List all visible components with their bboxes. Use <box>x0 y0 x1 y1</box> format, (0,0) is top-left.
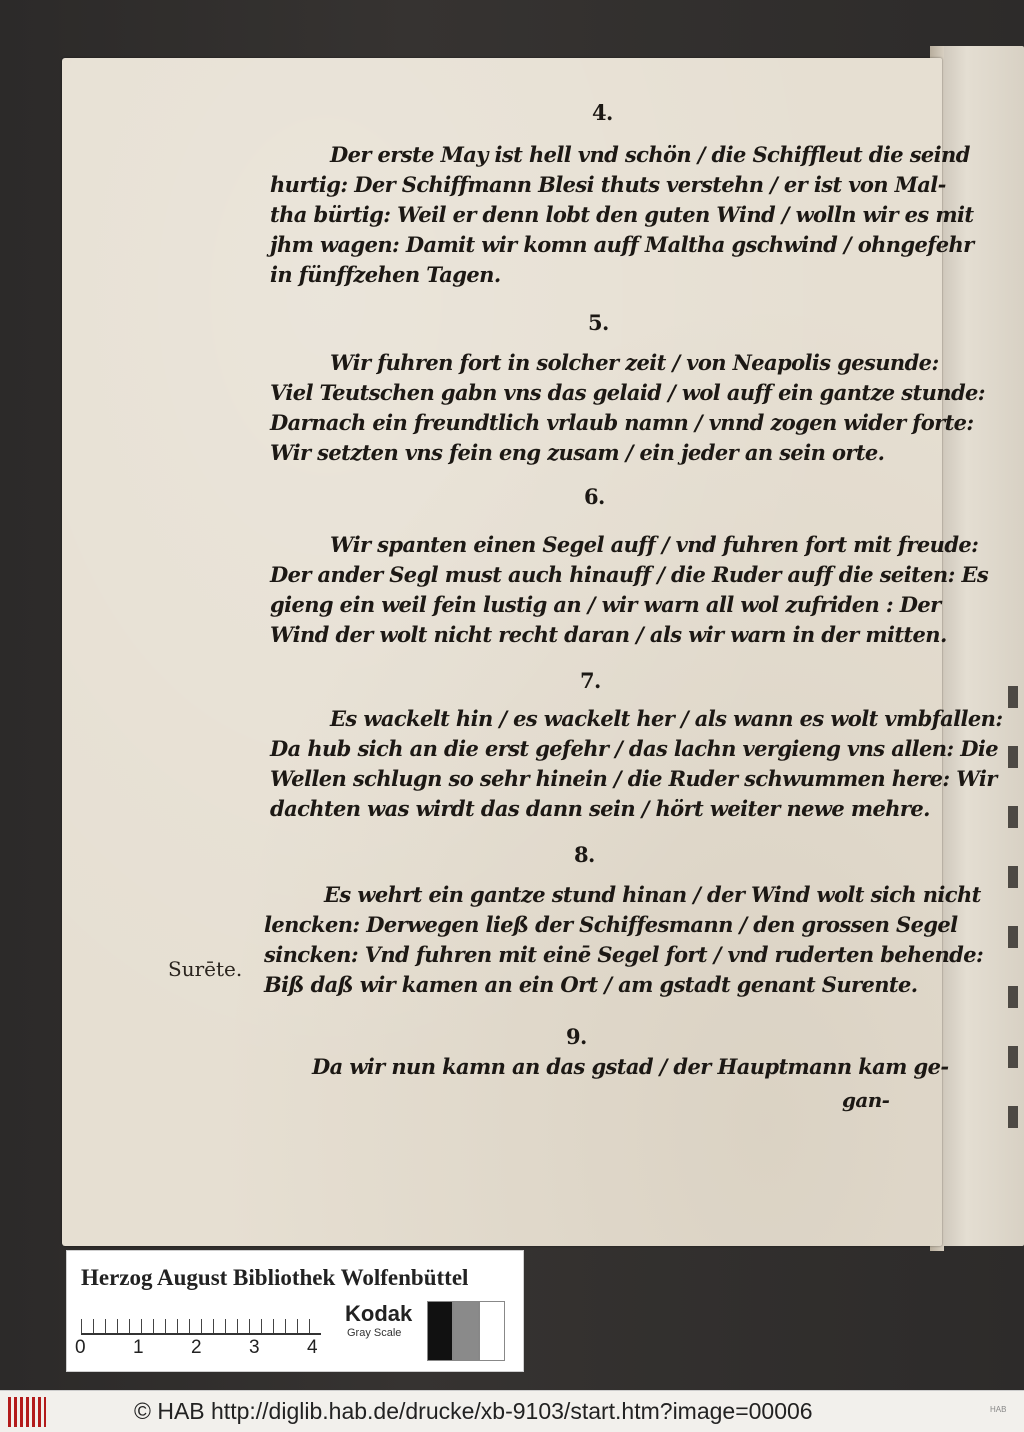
footer-bar <box>0 1390 1024 1432</box>
gray-scale-label: Gray Scale <box>347 1327 402 1339</box>
next-page-text-edge <box>1008 686 1018 1146</box>
text-line: Es wackelt hin / es wackelt her / als wann es wolt vmbfallen: <box>330 706 1003 731</box>
marginal-note: Surēte. <box>168 957 243 981</box>
catchword: gan- <box>842 1088 890 1112</box>
stanza-number: 7. <box>580 668 601 693</box>
book-page <box>62 58 1003 1246</box>
text-line: dachten was wirdt das dann sein / hört weiter newe mehre. <box>270 796 930 821</box>
kodak-brand: Kodak <box>345 1301 413 1326</box>
text-line: Da hub sich an die erst gefehr / das lachn vergieng vns allen: Die <box>270 736 999 761</box>
text-line: Der ander Segl must auch hinauff / die Ruder auff die seiten: Es <box>270 562 989 587</box>
ruler-label: 1 <box>133 1337 144 1358</box>
library-title: Herzog August Bibliothek Wolfenbüttel <box>81 1265 469 1290</box>
stanza-number: 9. <box>566 1024 587 1049</box>
text-line: Es wehrt ein gantze stund hinan / der Wind wolt sich nicht <box>324 882 981 907</box>
text-line: in fünffzehen Tagen. <box>270 262 501 287</box>
footer-tag: HAB <box>990 1405 1007 1414</box>
gray-swatches <box>427 1301 505 1359</box>
text-line: Viel Teutschen gabn vns das gelaid / wol auff ein gantze stunde: <box>270 380 985 405</box>
gray-swatch <box>453 1301 479 1361</box>
text-line: Darnach ein freundtlich vrlaub namn / vnnd zogen wider forte: <box>270 410 974 435</box>
stanza-number: 5. <box>588 310 609 335</box>
text-line: lencken: Derwegen ließ der Schiffesmann / den grossen Segel <box>264 912 958 937</box>
copyright-link[interactable]: © HAB http://diglib.hab.de/drucke/xb-9103/start.htm?image=00006 <box>134 1398 813 1424</box>
text-line: Der erste May ist hell vnd schön / die Schiffleut die seind <box>330 142 970 167</box>
text-line: Wind der wolt nicht recht daran / als wir warn in der mitten. <box>270 622 947 647</box>
text-line: tha bürtig: Weil er denn lobt den guten Wind / wolln wir es mit <box>270 202 974 227</box>
ruler-labels <box>75 1337 335 1361</box>
ruler-label: 4 <box>307 1337 318 1358</box>
stanza-number: 6. <box>584 484 605 509</box>
stanza-number: 8. <box>574 842 595 867</box>
text-line: Wellen schlugn so sehr hinein / die Ruder schwummen here: Wir <box>270 766 997 791</box>
ruler-label: 3 <box>249 1337 260 1358</box>
scale-ruler <box>81 1303 321 1335</box>
text-line: Biß daß wir kamen an ein Ort / am gstadt genant Surente. <box>264 972 918 997</box>
hab-logo-icon <box>8 1397 46 1427</box>
text-line: hurtig: Der Schiffmann Blesi thuts verstehn / er ist von Mal- <box>270 172 946 197</box>
ruler-label: 2 <box>191 1337 202 1358</box>
text-line: Wir spanten einen Segel auff / vnd fuhren fort mit freude: <box>330 532 979 557</box>
library-color-card <box>66 1250 524 1372</box>
ruler-label: 0 <box>75 1337 86 1358</box>
text-line: sincken: Vnd fuhren mit einē Segel fort / vnd ruderten behende: <box>264 942 984 967</box>
text-line: gieng ein weil fein lustig an / wir warn all wol zufriden : Der <box>270 592 941 617</box>
text-line: Wir setzten vns fein eng zusam / ein jeder an sein orte. <box>270 440 885 465</box>
gray-swatch <box>427 1301 453 1361</box>
stanza-number: 4. <box>592 100 613 125</box>
text-line: jhm wagen: Damit wir komn auff Maltha gschwind / ohngefehr <box>270 232 974 257</box>
text-line: Wir fuhren fort in solcher zeit / von Neapolis gesunde: <box>330 350 939 375</box>
text-line: Da wir nun kamn an das gstad / der Hauptmann kam ge- <box>312 1054 949 1079</box>
gray-swatch <box>479 1301 505 1361</box>
